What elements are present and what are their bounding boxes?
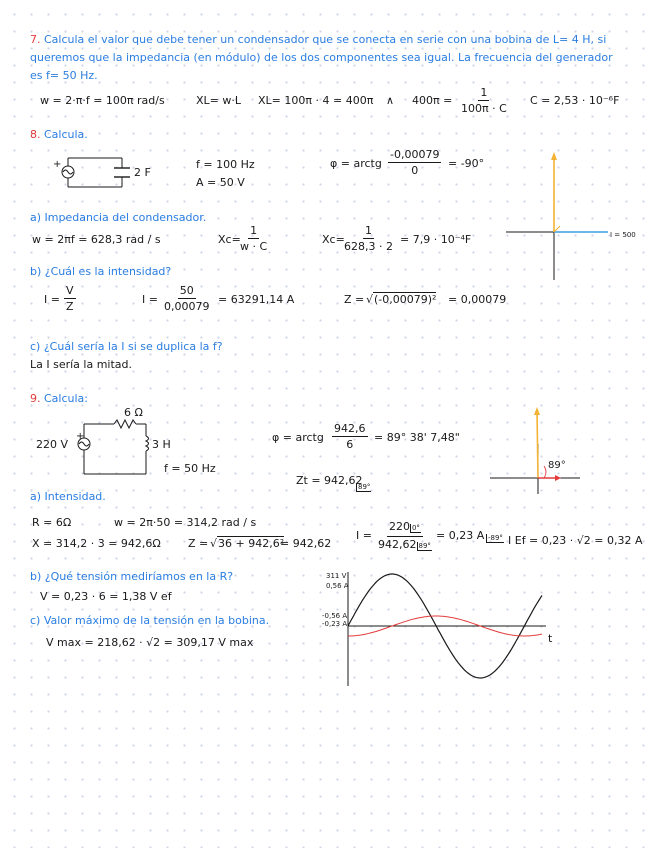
p8-b-i2-fraction	[164, 284, 210, 313]
p8-a-xc-lhs: Xc=	[218, 233, 241, 246]
p8-b-i-lhs: I =	[44, 293, 60, 306]
p8-phi-fraction	[388, 148, 441, 177]
p9-waveform-graph	[320, 568, 560, 688]
p8-amplitude: A = 50 V	[196, 176, 245, 189]
p8-frequency: f = 100 Hz	[196, 158, 255, 171]
p8-b-z-lhs: Z =	[344, 293, 365, 306]
p8-b-i2-num: 50	[179, 284, 194, 297]
p9-phi-rhs: = 89° 38' 7,48"	[374, 431, 460, 444]
p8-a-xc2-rhs: = 7,9 · 10⁻⁴F	[400, 233, 472, 246]
p9-a-i-num-wrap	[387, 520, 423, 537]
p9-title: Calcula:	[44, 392, 88, 405]
p9-phasor-angle: 89°	[548, 460, 566, 471]
p9-a-i-den-angle: 89°	[418, 542, 431, 550]
p8-a-xc-den: w · C	[240, 240, 268, 253]
p9-a-i-fraction	[378, 520, 432, 553]
p8-circuit-cap: 2 F	[134, 166, 151, 179]
wave-label-neg056a: -0,56 A	[322, 612, 348, 620]
p9-circuit-plus: +	[76, 431, 85, 442]
p9-a-w: w = 2π·50 = 314,2 rad / s	[114, 516, 257, 529]
p8-phasor-label: I = 500	[610, 231, 636, 239]
p9-c-v: V max = 218,62 · √2 = 309,17 V max	[46, 636, 254, 649]
p9-circuit-l: 3 H	[152, 438, 171, 451]
p9-a-i-rhs: = 0,23 A	[436, 529, 485, 542]
p9-phi-den: 6	[346, 438, 354, 451]
p8-b-i2-lhs: I =	[142, 293, 158, 306]
p7-eq-xc-num: 1	[480, 86, 488, 99]
p7-eq-xl: XL= w·L	[196, 94, 241, 107]
p9-b-v: V = 0,23 · 6 = 1,38 V ef	[40, 590, 172, 603]
p9-z-polar: Zt = 942,62	[296, 474, 363, 487]
wave-label-311v: 311 V	[326, 572, 347, 580]
p8-phasor-diagram	[500, 150, 630, 282]
wave-label-neg023a: -0,23 A	[322, 620, 348, 628]
p7-eq-w: w = 2·π·f = 100π rad/s	[40, 94, 165, 107]
p7-eq-c: C = 2,53 · 10⁻⁶F	[530, 94, 620, 107]
p8-c-answer: La I sería la mitad.	[30, 358, 133, 371]
p8-a-label: a) Impedancia del condensador.	[30, 211, 207, 224]
p8-b-label: b) ¿Cuál es la intensidad?	[30, 265, 172, 278]
wave-label-056a: 0,56 A	[326, 582, 349, 590]
p8-c-label: c) ¿Cuál sería la I si se duplica la f?	[30, 340, 223, 353]
p9-phi-num: 942,6	[334, 422, 366, 435]
p9-a-i-num-angle: 0°	[411, 524, 420, 532]
p9-a-i-den: 942,62	[378, 538, 417, 551]
p8-a-xc2-den: 628,3 · 2	[344, 240, 393, 253]
p7-eq-xc-fraction	[461, 86, 507, 115]
p8-b-z-sqrt: √(-0,00079)²	[366, 293, 437, 306]
p8-a-xc2-fraction	[344, 224, 393, 253]
p8-circuit-plus: +	[53, 159, 62, 170]
p8-phi-lhs: φ = arctg	[330, 157, 382, 170]
p9-frequency: f = 50 Hz	[164, 462, 216, 475]
p7-statement-line1: Calcula el valor que debe tener un condensador que se conecta en serie con una bobina de L= 4 H, si	[44, 33, 607, 46]
p9-number: 9.	[30, 392, 41, 405]
p8-b-i2-rhs: = 63291,14 A	[218, 293, 295, 306]
p8-circuit-diagram	[50, 150, 140, 196]
p9-a-i-num: 220	[388, 520, 410, 533]
p9-phi-fraction	[332, 422, 368, 451]
p8-b-i2-den: 0,00079	[164, 300, 210, 313]
p9-z-angle: 89°	[358, 483, 371, 491]
p8-b-i-num: V	[66, 284, 74, 297]
p8-a-xc-num: 1	[250, 224, 258, 237]
wave-t-label: t	[548, 632, 553, 645]
p9-a-z-rhs: = 942,62	[280, 537, 332, 550]
p8-a-xc2-lhs: Xc=	[322, 233, 345, 246]
p9-a-xl: X = 314,2 · 3 = 942,6Ω	[32, 537, 161, 550]
p7-statement-line3: es f= 50 Hz.	[30, 69, 98, 82]
p9-a-z-lhs: Z =	[188, 537, 209, 550]
p9-a-i-den-wrap	[378, 537, 432, 553]
p9-circuit-r: 6 Ω	[124, 406, 143, 419]
p9-a-r: R = 6Ω	[32, 516, 72, 529]
p9-a-i-rhs-angle: -89°	[488, 534, 503, 542]
p8-a-xc-fraction	[240, 224, 267, 253]
p8-a-xc2-num: 1	[364, 224, 372, 237]
p9-a-z-sqrt: √36 + 942,6²	[210, 537, 285, 550]
p8-phi-rhs: = -90°	[448, 157, 485, 170]
p7-eq-xl-value: XL= 100π · 4 = 400π	[258, 94, 374, 107]
p9-phi-lhs: φ = arctg	[272, 431, 324, 444]
p7-eq-xc-lhs: 400π =	[412, 94, 453, 107]
p9-phasor-diagram	[484, 404, 584, 496]
p8-number: 8.	[30, 128, 41, 141]
p8-b-i-fraction	[64, 284, 76, 313]
p9-circuit-v: 220 V	[36, 438, 69, 451]
p8-title: Calcula.	[44, 128, 88, 141]
p9-a-i-lhs: I =	[356, 529, 372, 542]
p7-statement-line2: queremos que la impedancia (en módulo) de los dos componentes sea igual. La frecuencia del generador	[30, 51, 613, 64]
p9-c-label: c) Valor máximo de la tensión en la bobina.	[30, 614, 270, 627]
p8-b-i-den: Z	[65, 300, 74, 313]
p8-phi-num: -0,00079	[390, 148, 440, 161]
p9-a-label: a) Intensidad.	[30, 490, 106, 503]
p9-a-ief: I Ef = 0,23 · √2 = 0,32 A	[508, 534, 643, 547]
p9-a-z-radicand: 36 + 942,6²	[218, 537, 285, 550]
p7-number: 7.	[30, 33, 41, 46]
p8-b-z-radicand: (-0,00079)²	[374, 293, 437, 306]
p8-a-w: w = 2πf = 628,3 rad / s	[32, 233, 161, 246]
p7-eq-xc-den: 100π · C	[461, 102, 507, 115]
p8-b-z-rhs: = 0,00079	[448, 293, 507, 306]
p8-phi-den: 0	[411, 164, 419, 177]
p7-eq-and: ∧	[386, 94, 395, 107]
p9-b-label: b) ¿Qué tensión mediríamos en la R?	[30, 570, 234, 583]
